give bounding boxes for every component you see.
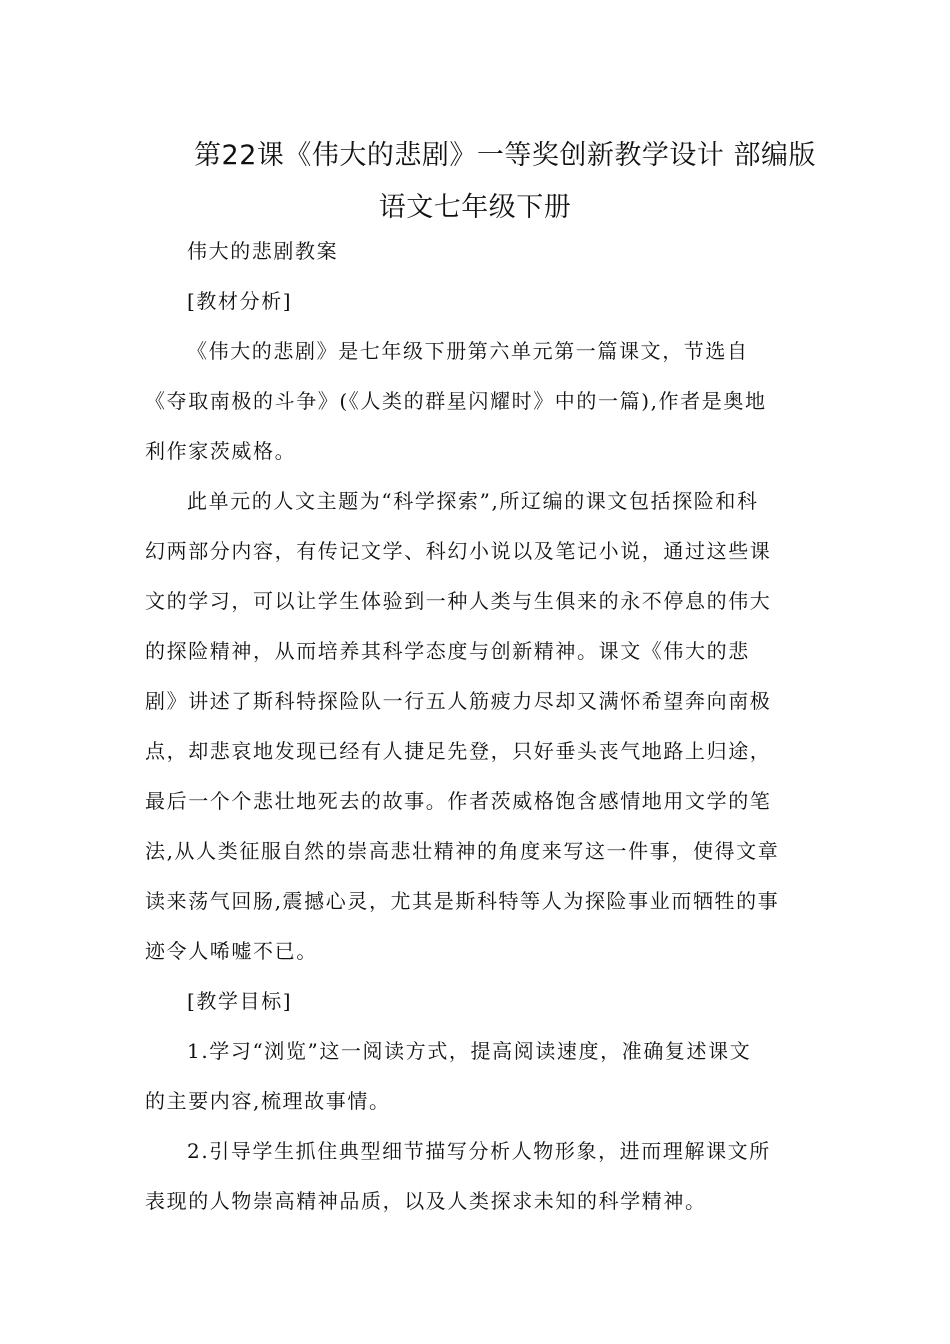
- paragraph-1-line-2: 《夺取南极的斗争》(《人类的群星闪耀时》中的一篇),作者是奥地: [145, 389, 767, 413]
- paragraph-2-line-2: 幻两部分内容，有传记文学、科幻小说以及笔记小说，通过这些课: [145, 539, 772, 563]
- paragraph-2-line-9: 读来荡气回肠,震撼心灵，尤其是斯科特等人为探险事业而牺牲的事: [145, 889, 780, 913]
- paragraph-2-line-10: 迹令人唏嘘不已。: [145, 939, 318, 963]
- goal-1-line-1: 1.学习“浏览”这一阅读方式，提高阅读速度，准确复述课文: [187, 1039, 752, 1063]
- paragraph-2-line-7: 最后一个个悲壮地死去的故事。作者茨威格饱含感情地用文学的笔: [145, 789, 772, 813]
- section-label-analysis: [教材分析]: [187, 289, 293, 313]
- paragraph-2-line-5: 剧》讲述了斯科特探险队一行五人筋疲力尽却又满怀希望奔向南极: [145, 689, 772, 713]
- paragraph-2-line-3: 文的学习，可以让学生体验到一种人类与生俱来的永不停息的伟大: [145, 589, 772, 613]
- paragraph-2-line-4: 的探险精神，从而培养其科学态度与创新精神。课文《伟大的悲: [145, 639, 750, 663]
- paragraph-2-line-8: 法,从人类征服自然的崇高悲壮精神的角度来写这一件事，使得文章: [145, 839, 780, 863]
- document-title-line-2: 语文七年级下册: [378, 192, 572, 223]
- goal-2-line-1: 2.引导学生抓住典型细节描写分析人物形象，进而理解课文所: [187, 1139, 771, 1163]
- document-body: [145, 226, 810, 1226]
- goal-2-line-2: 表现的人物崇高精神品质，以及人类探求未知的科学精神。: [145, 1189, 707, 1213]
- goal-1-line-2: 的主要内容,梳理故事情。: [145, 1089, 391, 1113]
- section-label-goals: [教学目标]: [187, 989, 293, 1013]
- paragraph-2-line-1: 此单元的人文主题为“科学探索”,所辽编的课文包括探险和科: [187, 489, 759, 513]
- lesson-heading: 伟大的悲剧教案: [187, 239, 339, 263]
- paragraph-1-line-3: 利作家茨威格。: [145, 439, 297, 463]
- document-title-line-1: 第22课《伟大的悲剧》一等奖创新教学设计 部编版: [194, 140, 816, 171]
- paragraph-2-line-6: 点，却悲哀地发现已经有人捷足先登，只好垂头丧气地路上归途，: [145, 739, 772, 763]
- paragraph-1-line-1: 《伟大的悲剧》是七年级下册第六单元第一篇课文，节选自: [187, 339, 749, 363]
